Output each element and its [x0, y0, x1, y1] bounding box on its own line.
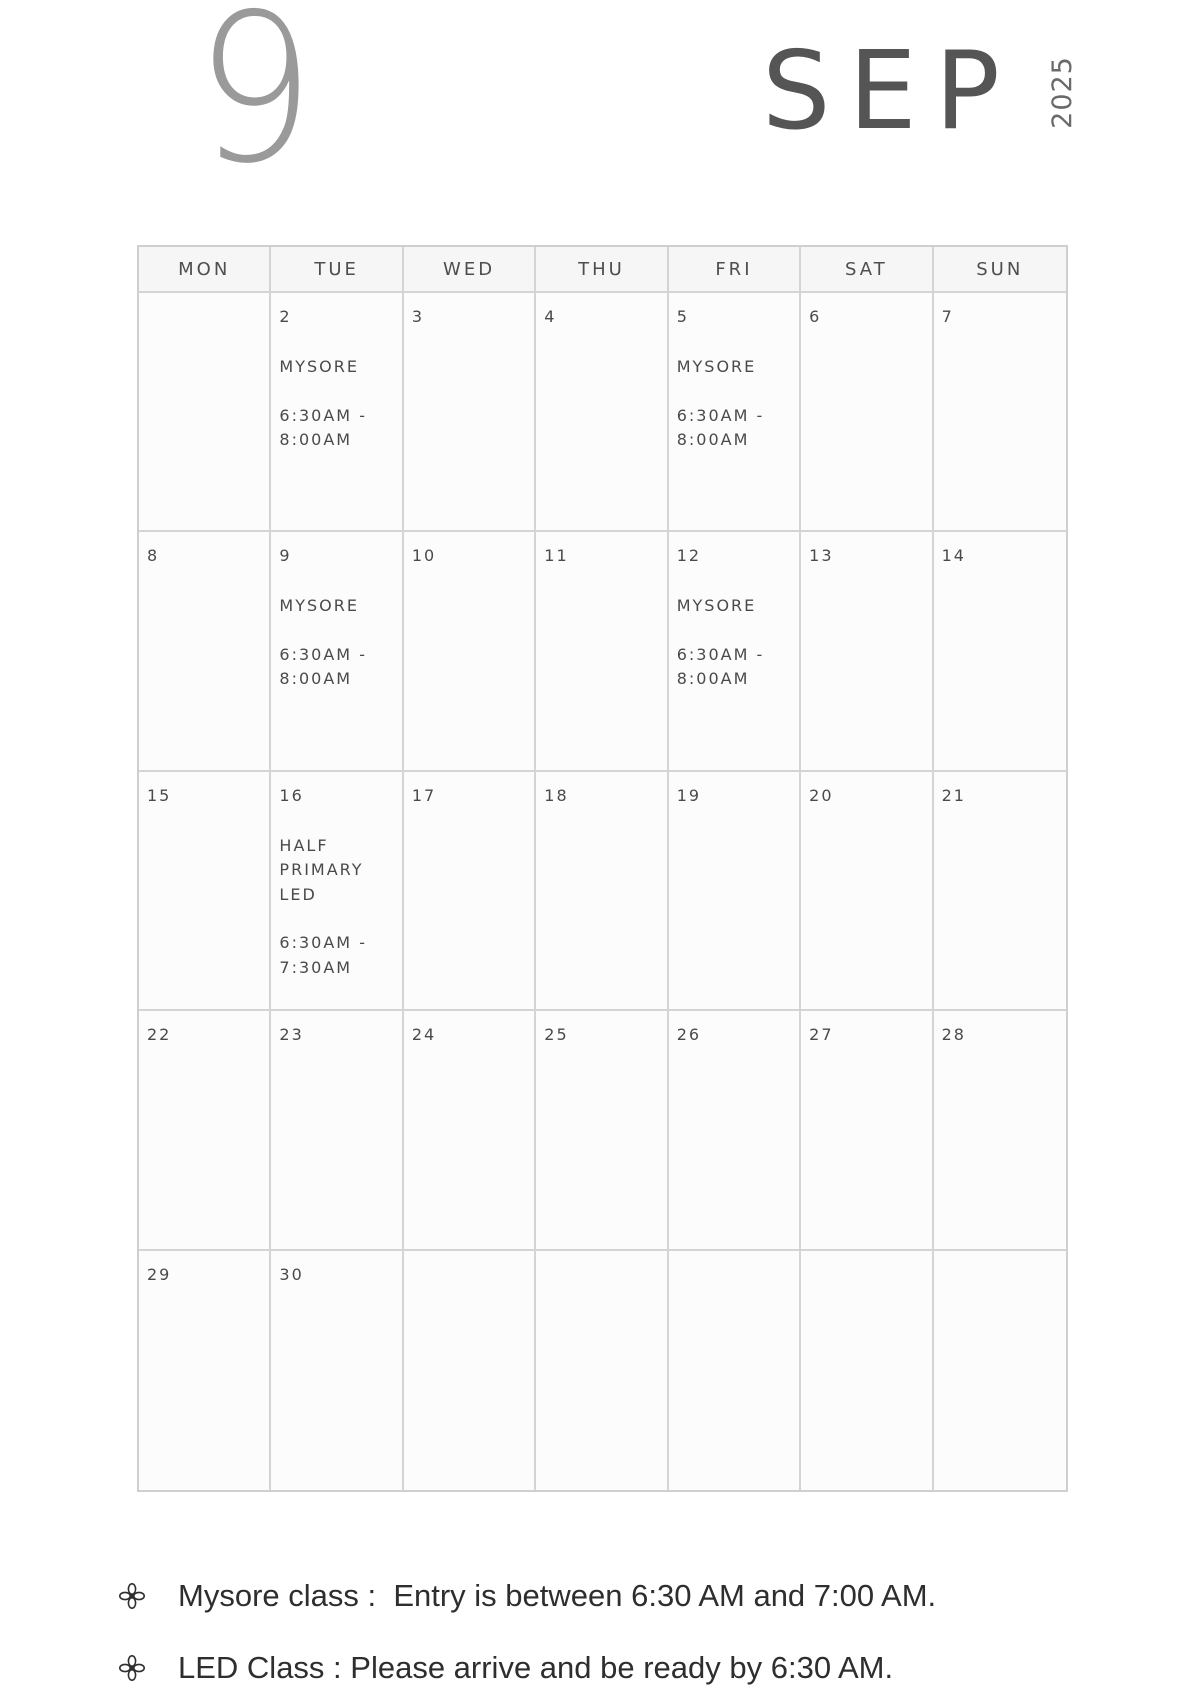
day-number: 18 — [544, 785, 569, 805]
day-number: 8 — [147, 546, 160, 566]
event-time: 6:30AM - 8:00AM — [279, 405, 367, 449]
day-cell[interactable] — [536, 772, 668, 1011]
weekday-header-sat: SAT — [801, 247, 933, 293]
day-cell[interactable] — [934, 1011, 1066, 1250]
day-cell[interactable] — [536, 1011, 668, 1250]
day-number: 25 — [544, 1025, 569, 1045]
day-cell[interactable] — [801, 532, 933, 771]
day-number: 20 — [809, 785, 834, 805]
weekday-header-sun: SUN — [934, 247, 1066, 293]
note-text: Mysore class : Entry is between 6:30 AM and 7:00 AM. — [178, 1578, 937, 1613]
day-number — [147, 307, 261, 327]
day-number: 30 — [279, 1264, 304, 1284]
day-number: 26 — [676, 1025, 702, 1045]
day-cell[interactable] — [271, 1251, 403, 1490]
day-cell[interactable] — [669, 772, 801, 1011]
event-title: MYSORE — [279, 357, 359, 376]
day-cell[interactable] — [271, 1011, 403, 1250]
year-text: 2025 — [1046, 55, 1078, 129]
event-title: MYSORE — [676, 357, 757, 376]
day-cell[interactable] — [271, 532, 403, 771]
day-cell[interactable] — [801, 772, 933, 1011]
day-cell[interactable] — [669, 293, 801, 532]
day-cell[interactable] — [139, 1251, 271, 1490]
day-number — [544, 1265, 658, 1285]
day-cell[interactable] — [404, 532, 536, 771]
day-number: 15 — [147, 785, 172, 805]
day-cell[interactable] — [536, 293, 668, 532]
day-number: 11 — [544, 546, 569, 566]
day-cell[interactable] — [404, 1251, 536, 1490]
day-number: 10 — [411, 546, 437, 566]
year-label — [1046, 54, 1078, 130]
day-cell[interactable] — [404, 293, 536, 532]
day-number: 5 — [676, 307, 689, 326]
day-number — [412, 1265, 526, 1285]
day-number: 6 — [809, 307, 822, 326]
day-number: 29 — [147, 1264, 172, 1284]
day-number: 12 — [676, 546, 702, 566]
day-cell[interactable] — [801, 293, 933, 532]
event-time: 6:30AM - 8:00AM — [676, 644, 765, 689]
day-number: 9 — [279, 546, 292, 566]
day-cell[interactable] — [934, 532, 1066, 771]
day-cell[interactable] — [934, 293, 1066, 532]
day-cell[interactable] — [669, 532, 801, 771]
note-item — [118, 1560, 1178, 1632]
day-cell[interactable] — [404, 1011, 536, 1250]
day-number — [677, 1265, 791, 1285]
event-title: MYSORE — [279, 596, 359, 616]
flower-icon — [118, 1582, 146, 1610]
day-number: 7 — [941, 307, 954, 326]
day-number: 27 — [809, 1025, 834, 1045]
weekday-header-mon: MON — [139, 247, 271, 293]
day-cell[interactable] — [271, 293, 403, 532]
day-cell[interactable] — [934, 1251, 1066, 1490]
day-cell[interactable] — [536, 1251, 668, 1490]
day-number: 19 — [676, 785, 702, 805]
day-number: 14 — [941, 546, 966, 566]
notes-list — [118, 1560, 1178, 1704]
flower-icon — [118, 1654, 146, 1682]
note-text: LED Class : Please arrive and be ready by 6:30 AM. — [178, 1650, 894, 1685]
event-title: MYSORE — [676, 596, 757, 616]
day-cell[interactable] — [139, 1011, 271, 1250]
day-number: 24 — [411, 1025, 437, 1045]
day-cell[interactable] — [139, 772, 271, 1011]
day-number: 13 — [809, 546, 834, 566]
day-number — [809, 1265, 923, 1285]
day-cell[interactable] — [801, 1011, 933, 1250]
calendar-grid — [137, 245, 1068, 1492]
day-number: 23 — [279, 1025, 304, 1045]
day-number: 21 — [941, 785, 966, 805]
day-cell[interactable] — [139, 293, 271, 532]
day-number — [942, 1265, 1058, 1285]
weekday-header-fri: FRI — [669, 247, 801, 293]
month-abbr: SEP — [762, 29, 1018, 154]
event-time: 6:30AM - 8:00AM — [279, 644, 367, 689]
day-cell[interactable] — [139, 532, 271, 771]
day-number: 17 — [411, 785, 437, 805]
day-number: 2 — [279, 307, 292, 326]
weekday-header-wed: WED — [404, 247, 536, 293]
day-number: 16 — [279, 785, 304, 805]
day-cell[interactable] — [536, 532, 668, 771]
weekday-header-tue: TUE — [271, 247, 403, 293]
day-cell[interactable] — [404, 772, 536, 1011]
event-time: 6:30AM - 7:30AM — [279, 933, 367, 977]
day-cell[interactable] — [669, 1011, 801, 1250]
day-number: 3 — [411, 307, 425, 326]
day-number: 22 — [147, 1025, 172, 1045]
day-cell[interactable] — [669, 1251, 801, 1490]
day-number: 28 — [941, 1025, 966, 1045]
day-cell[interactable] — [934, 772, 1066, 1011]
event-time: 6:30AM - 8:00AM — [676, 405, 765, 449]
day-cell[interactable] — [801, 1251, 933, 1490]
weekday-header-thu: THU — [536, 247, 668, 293]
note-item — [118, 1632, 1178, 1704]
day-number: 4 — [544, 307, 557, 326]
month-number: 9 — [195, 0, 316, 209]
day-cell[interactable] — [271, 772, 403, 1011]
event-title: HALF PRIMARY LED — [279, 835, 364, 904]
